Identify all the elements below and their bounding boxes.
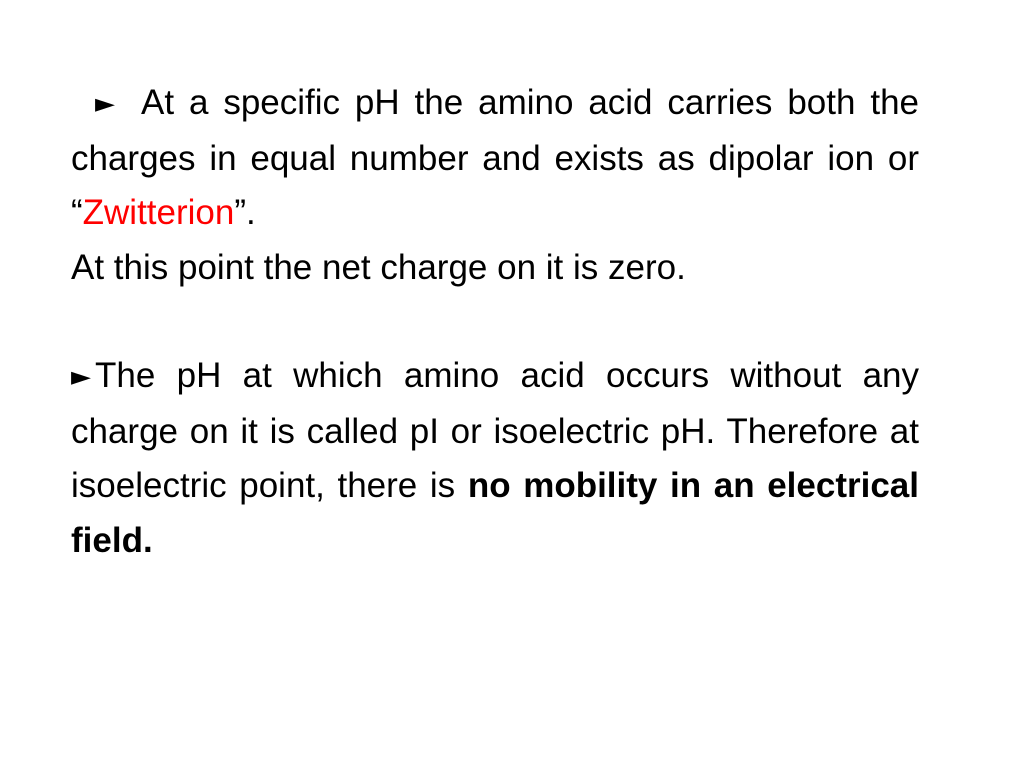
point-isoelectric <box>71 349 919 568</box>
slide-body <box>71 76 919 568</box>
no-mobility-emphasis: no mobility in an electrical field. <box>71 466 919 560</box>
bullet-triangle-icon: ► <box>95 89 115 119</box>
point-isoelectric-text: The pH at which amino acid occurs without any charge on it is called pI or isoelectric pH. Therefore at isoelectric point, there is <box>71 356 919 505</box>
closing-quote: ”. <box>234 193 256 232</box>
zwitterion-term: Zwitterion <box>82 193 235 232</box>
point-zwitterion <box>71 76 919 241</box>
net-charge-statement: At this point the net charge on it is zero. <box>71 247 686 287</box>
bullet-triangle-icon: ► <box>71 362 91 392</box>
point-zwitterion-text: At a specific pH the amino acid carries both the charges in equal number and exists as dipolar ion or “ <box>71 83 919 232</box>
